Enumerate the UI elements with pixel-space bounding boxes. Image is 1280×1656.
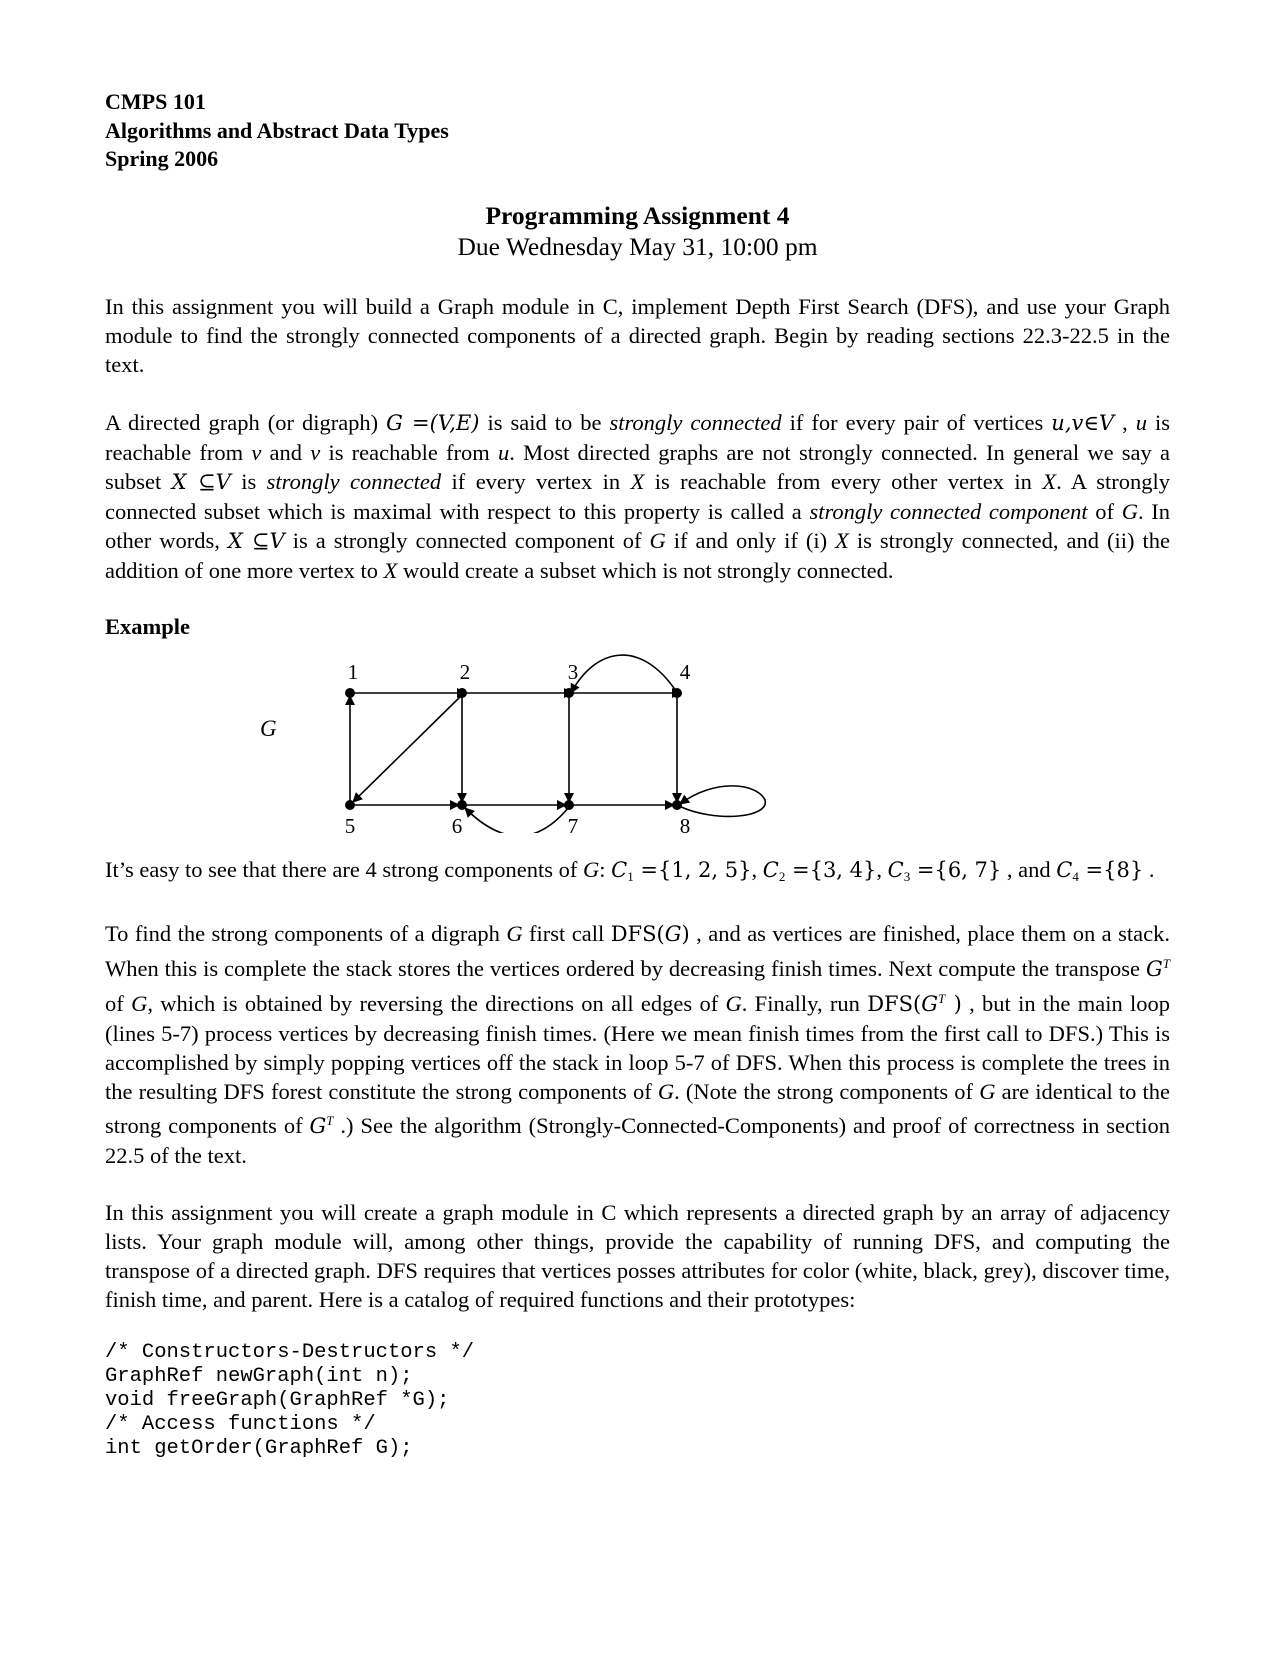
math-u-v-in-V: u,v∈V	[1051, 410, 1115, 435]
vertex-4	[672, 688, 682, 698]
vertex-label-1: 1	[347, 659, 359, 684]
digraph-diagram	[105, 643, 805, 833]
vertex-label-8: 8	[679, 813, 691, 833]
edge-4-3	[571, 655, 676, 693]
definition-paragraph: A directed graph (or digraph) G =(V,E) is said to be strongly connected if for every pair of vertices u,v∈V , u is reachable from v and v is reachable from u. Most directed graphs are not strongly connected. In general we say a subset X ⊆V is strongly connected if every vertex in X is reachable from every other vertex in X. A strongly connected subset which is maximal with respect to this property is called a strongly connected component of G. In other words, X ⊆V is a strongly connected component of G if and only if (i) X is strongly connected, and (ii) the addition of one more vertex to X would create a subset which is not strongly connected.	[105, 409, 1171, 583]
vertex-label-6: 6	[451, 813, 463, 833]
vertex-8	[672, 800, 682, 810]
assignment-title: Programming Assignment 4	[485, 200, 790, 230]
vertex-2	[457, 688, 467, 698]
vertex-1	[345, 688, 355, 698]
code-line: /* Access functions */	[105, 1412, 376, 1436]
edge-2-5	[353, 696, 461, 802]
math-G-V-E: G =(V,E)	[386, 410, 480, 435]
vertex-label-5: 5	[344, 813, 356, 833]
code-line: void freeGraph(GraphRef *G);	[105, 1388, 450, 1412]
math-X-subset-V: X ⊆V	[171, 469, 231, 494]
vertex-label-7: 7	[567, 813, 579, 833]
vertex-3	[564, 688, 574, 698]
code-line: /* Constructors-Destructors */	[105, 1340, 475, 1364]
example-heading: Example	[105, 613, 191, 639]
edge-8-8-loop	[679, 785, 765, 816]
course-header	[105, 88, 1170, 174]
components-paragraph: It’s easy to see that there are 4 strong components of G: $C_1 =\{1$, 2, 5}, $C_2 =\{3$, 4}, $C_3 =\{6$, 7} , and $C_4 =\{8\}$ .	[105, 856, 1155, 884]
vertex-label-4: 4	[679, 659, 691, 684]
vertex-6	[457, 800, 467, 810]
vertex-label-3: 3	[567, 659, 579, 684]
code-block	[105, 1341, 1170, 1461]
edge-7-6	[465, 807, 569, 833]
course-code: CMPS 101	[105, 89, 206, 114]
graph-label: G	[260, 715, 277, 741]
module-paragraph: In this assignment you will create a graph module in C which represents a directed graph by an array of adjacency lists. Your graph module will, among other things, provide the capability of running DFS, and computing the transpose of a directed graph. DFS requires that vertices posses attributes for color (white, black, grey), discover time, finish time, and parent. Here is a catalog of required functions and their prototypes:	[105, 1199, 1170, 1312]
course-term: Spring 2006	[105, 146, 219, 171]
vertex-label-2: 2	[459, 659, 471, 684]
math-X-subset-V-2: X ⊆V	[227, 528, 285, 553]
algorithm-paragraph: To find the strong components of a digraph G first call DFS(G) , and as vertices are finished, place them on a stack. When this is complete the stack stores the vertices ordered by decreasing finish times. Next compute the transpose $G^T$ of G, which is obtained by reversing the directions on all edges of G. Finally, run $DFS(G^T$ ) , but in the main loop (lines 5-7) process vertices by decreasing finish times. (Here we mean finish times from the first call to DFS.) This is accomplished by simply popping vertices off the stack in loop 5-7 of DFS. When this process is complete the trees in the resulting DFS forest constitute the strong components of G. (Note the strong components of G are identical to the strong components of $G^T$ .) See the algorithm (Strongly-Connected-Components) and proof of correctness in section 22.5 of the text.	[105, 920, 1171, 1168]
course-name: Algorithms and Abstract Data Types	[105, 117, 449, 143]
vertex-7	[564, 800, 574, 810]
vertex-5	[345, 800, 355, 810]
example-graph-figure	[105, 643, 1170, 833]
intro-paragraph: In this assignment you will build a Graph module in C, implement Depth First Search (DFS), and use your Graph module to find the strongly connected components of a directed graph. Begin by reading sections 22.3-22.5 in the text.	[105, 293, 1170, 377]
title-block	[105, 200, 1170, 262]
code-line: int getOrder(GraphRef G);	[105, 1436, 413, 1460]
due-date: Due Wednesday May 31, 10:00 pm	[457, 231, 818, 261]
document-page	[105, 88, 1170, 1461]
code-line: GraphRef newGraph(int n);	[105, 1364, 413, 1388]
